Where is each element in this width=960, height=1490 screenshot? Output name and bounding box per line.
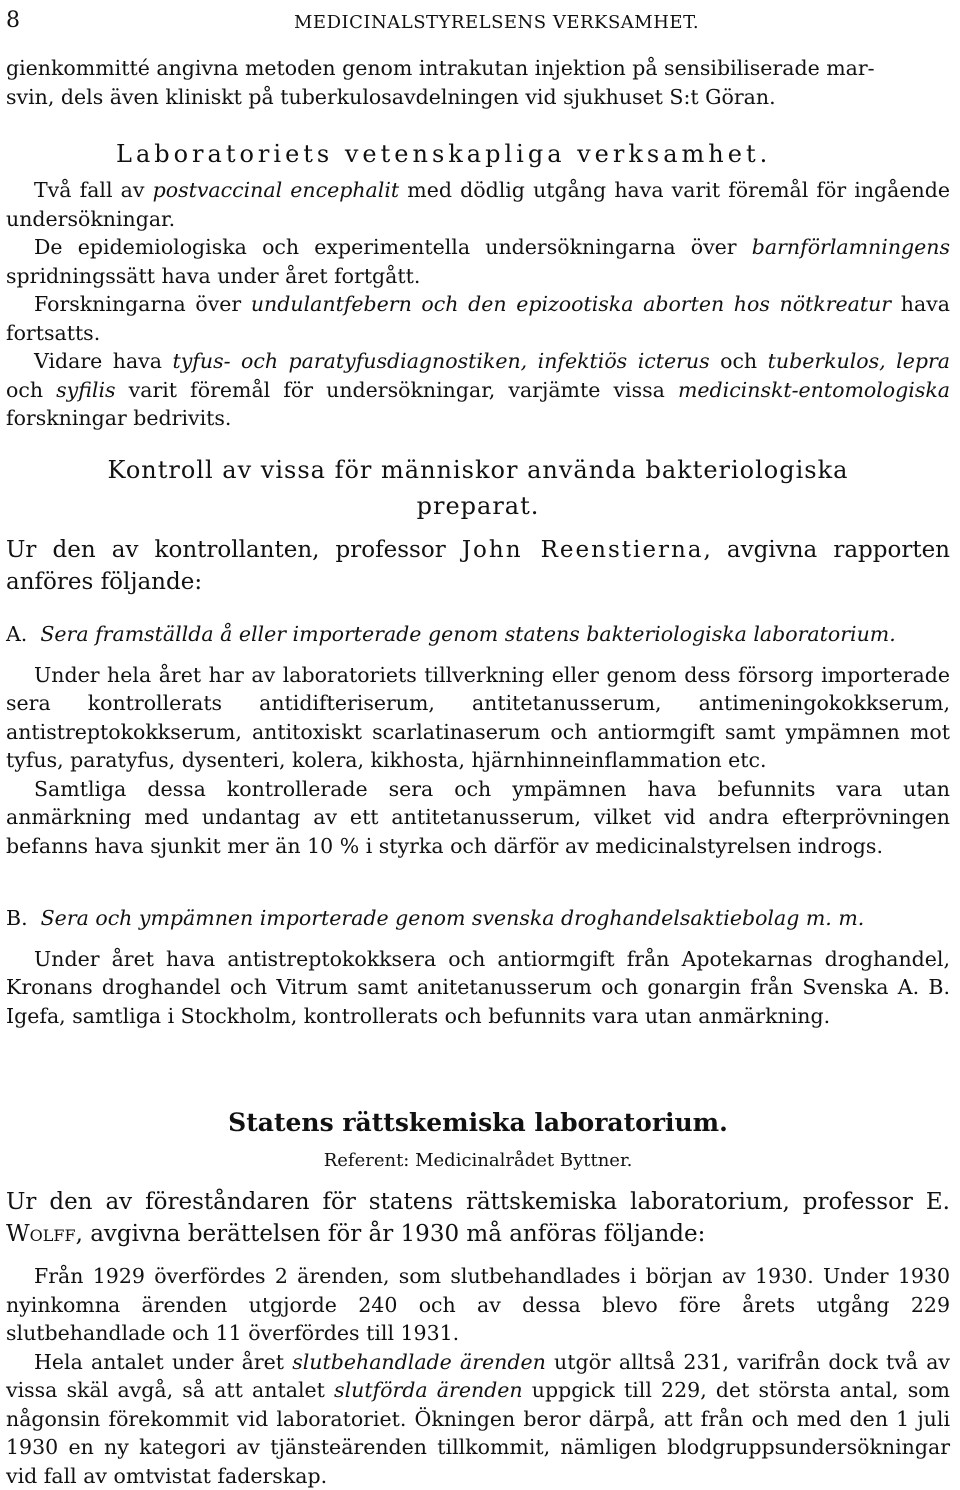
italic-term: slutbehandlade ärenden (292, 1350, 546, 1374)
subsection-a-paragraph: Samtliga dessa kontrollerade sera och ympämnen hava befunnits vara utan anmärkning med undantag av ett antitetanusserum, vilket vid andra efterprövningen befanns hava sjunkit mer än 10 % i styrka och därför av medicinalstyrelsen indrogs. (6, 775, 950, 861)
person-name: Wolff (6, 1221, 76, 1247)
text-run: Hela antalet under året (34, 1350, 292, 1374)
text-run: utgör alltså 231, varifrån dock två av vissa skäl avgå, så att antalet (6, 1350, 950, 1403)
lab-science-paragraph (6, 176, 950, 233)
section-title-lab-science: Laboratoriets vetenskapliga verksamhet. (116, 136, 916, 172)
control-lead-paragraph (6, 534, 950, 598)
running-title: MEDICINALSTYRELSENS VERKSAMHET. (294, 12, 699, 33)
subsection-b-heading (6, 904, 950, 933)
subsection-a-heading (6, 620, 950, 649)
italic-term: undulantfebern och den epizootiska aborten hos nötkreatur (251, 292, 891, 316)
text-run: Forskningarna över (34, 292, 251, 316)
text-run: och (710, 349, 768, 373)
italic-term: tyfus- och paratyfusdiagnostiken, infektiös icterus (172, 349, 709, 373)
control-lead (6, 534, 950, 598)
section-title-control (6, 452, 950, 524)
lab-science-paragraph (6, 347, 950, 433)
subsection-title: Sera och ympämnen importerade genom svenska droghandelsaktiebolag m. m. (41, 906, 865, 930)
text-run: uppgick till 229, det största antal, som någonsin förekommit vid laboratoriet. Ökningen beror därpå, att från och med den 1 juli 1930 en ny kategori av tjänsteärenden tillkommit, nämligen blodgruppsundersökningar vid fall av omtvistat faderskap. (6, 1378, 950, 1488)
subsection-letter: A. (6, 622, 27, 646)
forensic-body (6, 1262, 950, 1490)
subsection-b (6, 904, 950, 1030)
subsection-b-paragraph: Under året hava antistreptokokksera och antiormgift från Apotekarnas droghandel, Kronans droghandel och Vitrum samt anitetanusserum och gonargin från Svenska A. B. Igefa, samtliga i Stockholm, kontrollerats och befunnits vara utan anmärkning. (6, 945, 950, 1031)
text-run: , avgivna berättelsen för år 1930 må anföras följande: (76, 1221, 706, 1247)
text-run: , avgivna rapporten anföres följande: (6, 537, 950, 595)
intro-line-2: svin, dels även kliniskt på tuberkulosavdelningen vid sjukhuset S:t Göran. (6, 83, 950, 112)
person-name: John Reenstierna (462, 537, 704, 563)
text-run: De epidemiologiska och experimentella undersökningarna över (34, 235, 752, 259)
italic-term: postvaccinal encephalit (153, 178, 400, 202)
section-title-line: Kontroll av vissa för människor använda bakteriologiska (6, 452, 950, 488)
text-run: Ur den av kontrollanten, professor (6, 537, 462, 563)
subsection-letter: B. (6, 906, 28, 930)
forensic-paragraph: Från 1929 överfördes 2 ärenden, som slutbehandlades i början av 1930. Under 1930 nyinkomna ärenden utgjorde 240 och av dessa blevo före årets utgång 229 slutbehandlade och 11 överfördes till 1931. (6, 1262, 950, 1348)
italic-term: syfilis (56, 378, 115, 402)
forensic-lead-paragraph (6, 1186, 950, 1250)
section-title-line: preparat. (6, 488, 950, 524)
page-header (6, 8, 954, 38)
text-run: spridningssätt hava under året fortgått. (6, 264, 420, 288)
text-run: och (6, 378, 56, 402)
text-run: varit föremål för undersökningar, varjämte vissa (116, 378, 678, 402)
text-run: Ur den av föreståndaren för statens rättskemiska laboratorium, professor E. (6, 1189, 950, 1215)
referent-line: Referent: Medicinalrådet Byttner. (6, 1150, 950, 1171)
subsection-a (6, 620, 950, 860)
lab-science-paragraph (6, 233, 950, 290)
italic-term: medicinskt-entomologiska (678, 378, 950, 402)
text-run: forskningar bedrivits. (6, 406, 231, 430)
lab-science-body (6, 176, 950, 433)
intro-paragraph (6, 54, 950, 111)
italic-term: slutförda ärenden (334, 1378, 523, 1402)
text-run: hava fortsatts. (6, 292, 950, 345)
subsection-title: Sera framställda å eller importerade genom statens bakteriologiska laboratorium. (40, 622, 895, 646)
text-run: Vidare hava (34, 349, 172, 373)
forensic-paragraph (6, 1348, 950, 1490)
text-run: Två fall av (34, 178, 153, 202)
lab-science-paragraph (6, 290, 950, 347)
forensic-lead (6, 1186, 950, 1250)
intro-line-1: gienkommitté angivna metoden genom intrakutan injektion på sensibiliserade mar- (6, 54, 950, 83)
subsection-a-paragraph: Under hela året har av laboratoriets tillverkning eller genom dess försorg importerade sera kontrollerats antidifteriserum, antitetanusserum, antimeningokokkserum, antistreptokokkserum, antitoxiskt scarlatinaserum och antiormgift samt ympämnen mot tyfus, paratyfus, dysenteri, kolera, kikhosta, hjärnhinneinflammation etc. (6, 661, 950, 775)
section-title-forensic: Statens rättskemiska laboratorium. (6, 1108, 950, 1137)
page-number: 8 (6, 8, 20, 33)
italic-term: barnförlamningens (752, 235, 950, 259)
italic-term: tuberkulos, lepra (768, 349, 950, 373)
text-run: med dödlig utgång hava varit föremål för ingående undersökningar. (6, 178, 950, 231)
